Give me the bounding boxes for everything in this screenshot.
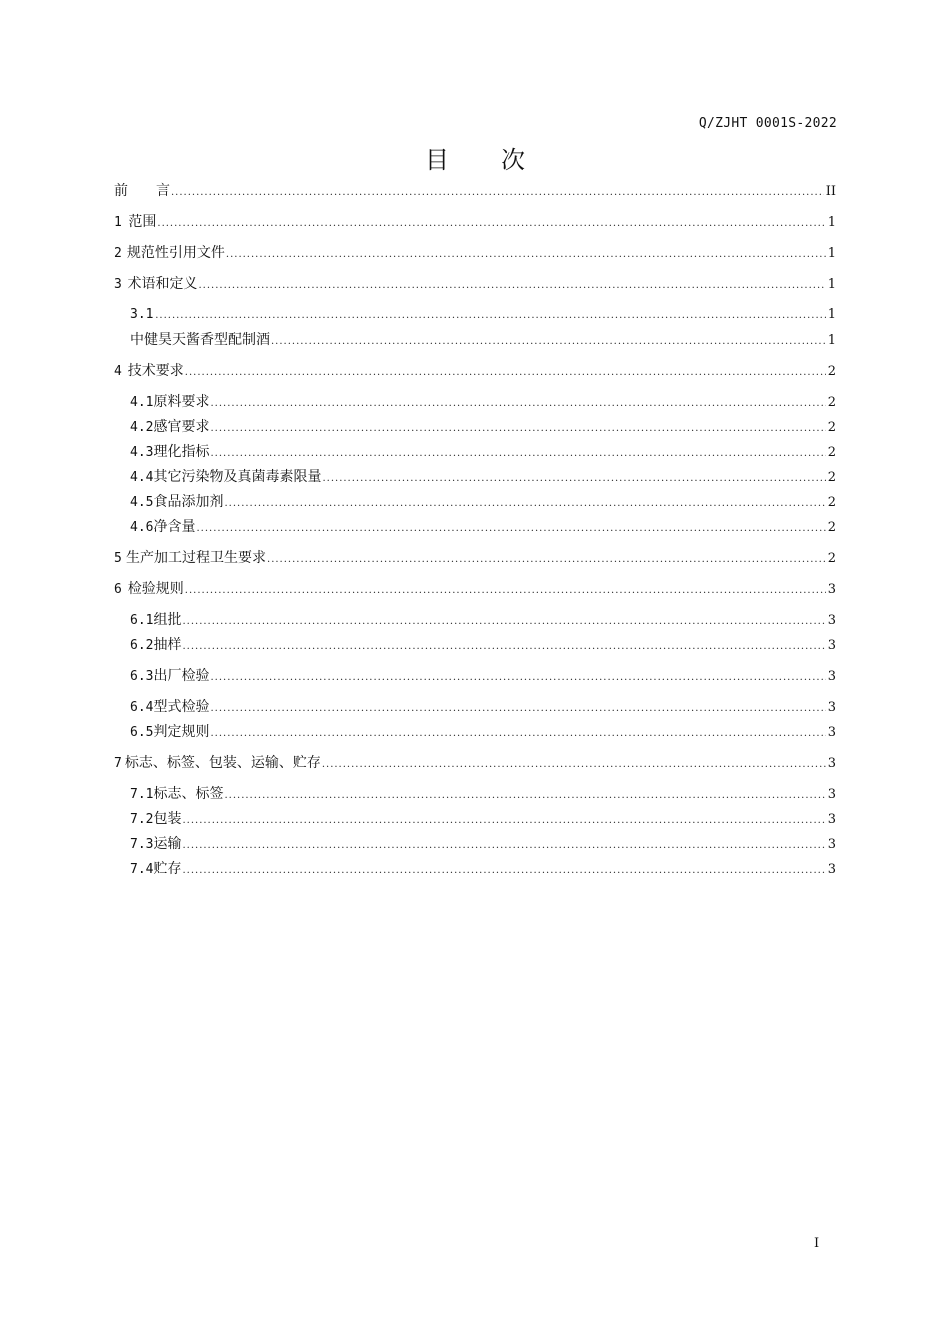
toc-entry-6-1[interactable]: [130, 610, 836, 630]
toc-entry-label: 标志、标签: [153, 786, 224, 802]
toc-leader-dots: [210, 419, 825, 439]
toc-entry-number: 4: [114, 364, 122, 379]
toc-entry-page: 1: [827, 215, 836, 230]
toc-entry-label: 食品添加剂: [153, 494, 224, 510]
toc-entry-7-2[interactable]: [130, 809, 836, 829]
toc-entry-number: 7: [114, 756, 122, 771]
toc-entry-page: 2: [827, 445, 836, 460]
toc-entry-number: 4.4: [130, 470, 154, 485]
toc-entry-4-5[interactable]: [130, 492, 836, 512]
toc-leader-dots: [210, 668, 825, 688]
toc-entry-label: 其它污染物及真菌毒素限量: [153, 469, 322, 485]
toc-entry-label: 前 言: [114, 183, 170, 199]
toc-entry-label: 原料要求: [153, 394, 210, 410]
toc-entry-label: 净含量: [153, 519, 196, 535]
toc-entry-page: 3: [827, 638, 836, 653]
toc-entry-7-1[interactable]: [130, 784, 836, 804]
toc-entry-label: 术语和定义: [127, 276, 198, 292]
toc-entry-label: 包装: [153, 811, 182, 827]
toc-leader-dots: [210, 699, 825, 719]
toc-entry-page: 2: [827, 551, 836, 566]
toc-entry-label: 贮存: [153, 861, 182, 877]
toc-entry-number: 4.5: [130, 495, 154, 510]
toc-entry-label: 感官要求: [153, 419, 210, 435]
toc-entry-6-3[interactable]: [130, 666, 836, 686]
toc-entry-3-1-term[interactable]: [130, 330, 836, 350]
toc-entry-page: 3: [827, 582, 836, 597]
toc-entry-7[interactable]: [114, 753, 836, 773]
toc-leader-dots: [182, 861, 825, 881]
toc-entry-number: 6.2: [130, 638, 154, 653]
toc-entry-page: 2: [827, 395, 836, 410]
toc-entry-number: 2: [114, 246, 122, 261]
toc-entry-3[interactable]: [114, 274, 836, 294]
toc-entry-label: 出厂检验: [153, 668, 210, 684]
toc-entry-page: II: [825, 184, 836, 199]
toc-entry-label: 生产加工过程卫生要求: [126, 550, 267, 566]
toc-entry-3-1[interactable]: [130, 305, 836, 325]
toc-entry-4-3[interactable]: [130, 442, 836, 462]
toc-leader-dots: [199, 276, 826, 296]
toc-entry-label: 技术要求: [127, 363, 184, 379]
toc-entry-page: 3: [827, 862, 836, 877]
toc-entry-4[interactable]: [114, 361, 836, 381]
toc-entry-4-1[interactable]: [130, 392, 836, 412]
toc-entry-7-3[interactable]: [130, 834, 836, 854]
toc-entry-1[interactable]: [114, 212, 836, 232]
toc-entry-5[interactable]: [114, 548, 836, 568]
toc-entry-number: 7.2: [130, 812, 154, 827]
toc-leader-dots: [226, 245, 826, 265]
toc-entry-page: 3: [827, 700, 836, 715]
toc-entry-6-5[interactable]: [130, 722, 836, 742]
toc-leader-dots: [185, 363, 826, 383]
toc-leader-dots: [182, 811, 825, 831]
toc-entry-page: 3: [827, 756, 836, 771]
toc-entry-label: 标志、标签、包装、运输、贮存: [124, 755, 321, 771]
toc-entry-number: 7.3: [130, 837, 154, 852]
toc-leader-dots: [224, 494, 825, 514]
toc-entry-number: 7.4: [130, 862, 154, 877]
toc-entry-2[interactable]: [114, 243, 836, 263]
toc-entry-page: 3: [827, 812, 836, 827]
toc-leader-dots: [224, 786, 825, 806]
toc-entry-page: 2: [827, 470, 836, 485]
toc-entry-label: 组批: [153, 612, 182, 628]
toc-leader-dots: [196, 519, 825, 539]
toc-leader-dots: [185, 581, 826, 601]
toc-entry-number: 6.5: [130, 725, 154, 740]
toc-entry-label: 理化指标: [153, 444, 210, 460]
toc-entry-number: 4.6: [130, 520, 154, 535]
toc-entry-page: 3: [827, 613, 836, 628]
toc-entry-page: 3: [827, 725, 836, 740]
toc-entry-4-6[interactable]: [130, 517, 836, 537]
toc-entry-number: 1: [114, 215, 122, 230]
toc-entry-6-4[interactable]: [130, 697, 836, 717]
toc-entry-number: 4.1: [130, 395, 154, 410]
toc-entry-page: 2: [827, 364, 836, 379]
title-char-2: 次: [501, 146, 525, 174]
toc-leader-dots: [267, 550, 826, 570]
toc-entry-page: 1: [827, 277, 836, 292]
toc-entry-number: 6.4: [130, 700, 154, 715]
toc-entry-4-2[interactable]: [130, 417, 836, 437]
toc-entry-number: 6.1: [130, 613, 154, 628]
toc-entry-number: 6: [114, 582, 122, 597]
toc-leader-dots: [322, 755, 826, 775]
toc-leader-dots: [210, 724, 825, 744]
toc-leader-dots: [157, 214, 825, 234]
toc-entry-number: 4.2: [130, 420, 154, 435]
page-number: I: [814, 1236, 820, 1251]
toc-entry-label: 抽样: [153, 637, 182, 653]
toc-entry-number: 4.3: [130, 445, 154, 460]
toc-entry-page: 1: [827, 333, 836, 348]
toc-leader-dots: [210, 444, 825, 464]
standard-code: Q/ZJHT 0001S-2022: [698, 116, 837, 131]
toc-entry-number: 3.1: [130, 307, 154, 322]
toc-entry-page: 3: [827, 669, 836, 684]
toc-entry-page: 2: [827, 495, 836, 510]
toc-entry-7-4[interactable]: [130, 859, 836, 879]
toc-leader-dots: [182, 637, 825, 657]
toc-leader-dots: [182, 612, 825, 632]
title-char-1: 目: [425, 146, 449, 174]
toc-entry-foreword[interactable]: [114, 181, 836, 201]
toc-entry-6[interactable]: [114, 579, 836, 599]
toc-leader-dots: [210, 394, 825, 414]
toc-entry-number: 3: [114, 277, 122, 292]
toc-entry-label: 中健昊天酱香型配制酒: [130, 332, 270, 348]
toc-entry-number: 5: [114, 551, 122, 566]
toc-entry-number: 7.1: [130, 787, 154, 802]
toc-entry-page: 2: [827, 520, 836, 535]
toc-leader-dots: [155, 306, 825, 326]
toc-leader-dots: [182, 836, 825, 856]
toc-leader-dots: [171, 183, 824, 203]
toc-entry-label: 运输: [153, 836, 182, 852]
toc-entry-4-4[interactable]: [130, 467, 836, 487]
toc-leader-dots: [322, 469, 825, 489]
toc-entry-label: 检验规则: [127, 581, 184, 597]
toc-entry-label: 判定规则: [153, 724, 210, 740]
toc-entry-label: 规范性引用文件: [126, 245, 225, 261]
toc-entry-label: 型式检验: [153, 699, 210, 715]
toc-entry-page: 2: [827, 420, 836, 435]
toc-entry-page: 1: [827, 307, 836, 322]
toc-leader-dots: [271, 332, 826, 352]
toc-entry-label: 范围: [128, 214, 157, 230]
toc-entry-page: 1: [827, 246, 836, 261]
toc-entry-number: 6.3: [130, 669, 154, 684]
toc-entry-6-2[interactable]: [130, 635, 836, 655]
toc-entry-page: 3: [827, 787, 836, 802]
toc-entry-page: 3: [827, 837, 836, 852]
